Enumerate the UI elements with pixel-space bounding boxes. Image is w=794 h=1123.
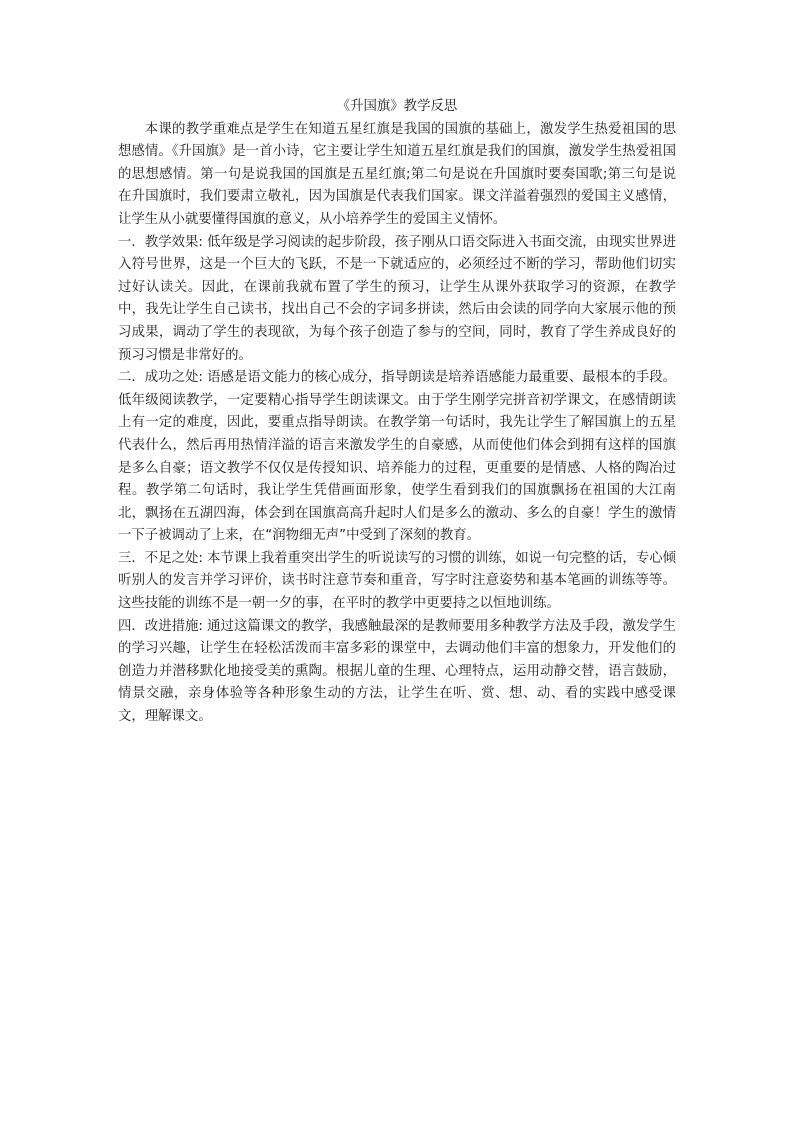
success-paragraph: 二．成功之处: 语感是语文能力的核心成分，指导朗读是培养语感能力最重要、最根本的手段。低年级阅读教学，一定要精心指导学生朗读课文。由于学生刚学完拼音初学课文，在感情朗读上有一定的难度，因此，要重点指导朗读。在教学第一句话时，我先让学生了解国旗上的五星代表什么，然后再用热情洋溢的语言来激发学生的自豪感，从而使他们体会到拥有这样的国旗是多么自豪；语文教学不仅仅是传授知识、培养能力的过程，更重要的是情感、人格的陶冶过程。教学第二句话时，我让学生凭借画面形象，使学生看到我们的国旗飘扬在祖国的大江南北，飘扬在五湖四海，体会到在国旗高高升起时人们是多么的激动、多么的自豪！学生的激情一下子被调动了上来，在“润物细无声”中受到了深刻的教育。 (118, 370, 676, 544)
shortcomings-paragraph: 三．不足之处: 本节课上我着重突出学生的听说读写的习惯的训练，如说一句完整的话，专心倾听别人的发言并学习评价，读书时注意节奏和重音，写字时注意姿势和基本笔画的训练等等。这些技能的训练不是一朝一夕的事，在平时的教学中更要持之以恒地训练。 (118, 550, 676, 612)
improvement-paragraph: 四．改进措施: 通过这篇课文的教学，我感触最深的是教师要用多种教学方法及手段，激发学生的学习兴趣，让学生在轻松活泼而丰富多彩的课堂中，去调动他们丰富的想象力，开发他们的创造力并潜移默化地接受美的熏陶。根据儿童的生理、心理特点，运用动静交替，语言鼓励，情景交融，亲身体验等各种形象生动的方法，让学生在听、赏、想、动、看的实践中感受课文，理解课文。 (118, 618, 676, 725)
intro-paragraph: 本课的教学重难点是学生在知道五星红旗是我国的国旗的基础上，激发学生热爱祖国的思想感情。《升国旗》是一首小诗，它主要让学生知道五星红旗是我们的国旗，激发学生热爱祖国的思想感情。第一句是说我国的国旗是五星红旗;第二句是说在升国旗时要奏国歌;第三句是说在升国旗时，我们要肃立敬礼，因为国旗是代表我们国家。课文洋溢着强烈的爱国主义感情，让学生从小就要懂得国旗的意义，从小培养学生的爱国主义情怀。 (118, 121, 676, 227)
teaching-effect-paragraph: 一．教学效果: 低年级是学习阅读的起步阶段，孩子刚从口语交际进入书面交流，由现实世界进入符号世界，这是一个巨大的飞跃，不是一下就适应的，必须经过不断的学习，帮助他们切实过好认读关。因此，在课前我就布置了学生的预习，让学生从课外获取学习的资源，在教学中，我先让学生自己读书，找出自己不会的字词多拼读，然后由会读的同学向大家展示他的预习成果，调动了学生的表现欲，为每个孩子创造了参与的空间，同时，教育了学生养成良好的预习习惯是非常好的。 (118, 234, 676, 363)
document-page (118, 96, 676, 729)
document-title: 《升国旗》教学反思 (336, 99, 458, 114)
